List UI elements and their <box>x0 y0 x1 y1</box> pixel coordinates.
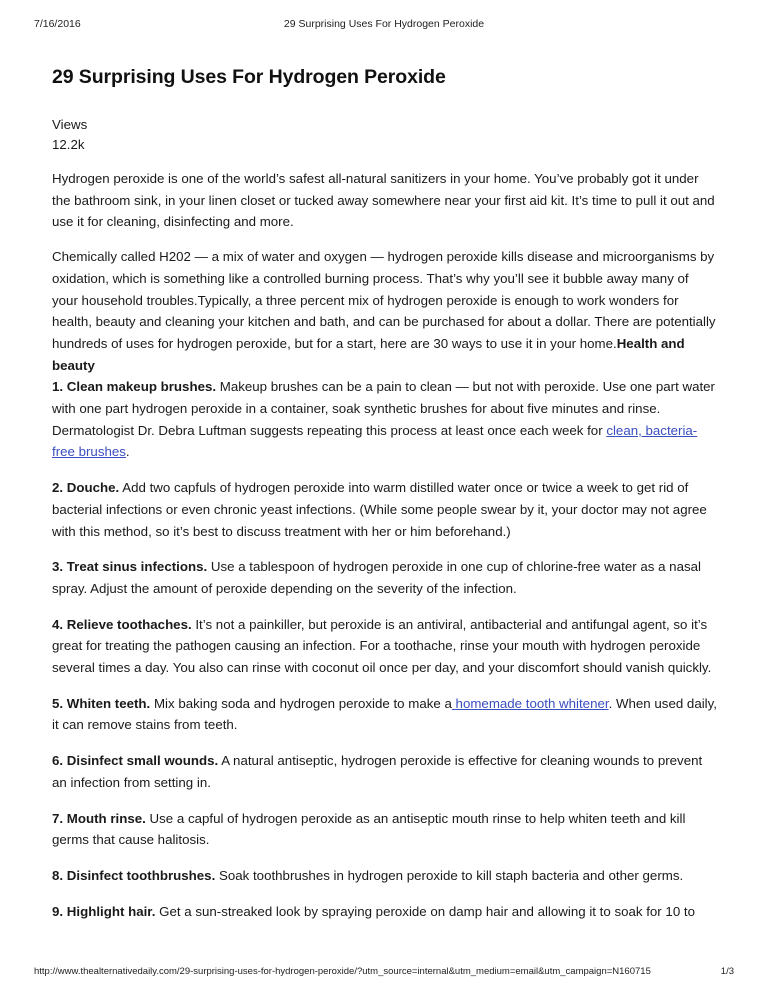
item-text: Get a sun-streaked look by spraying peroxide on damp hair and allowing it to soak for 10 to <box>155 903 696 919</box>
tooth-whitener-link[interactable]: homemade tooth whitener <box>451 695 609 711</box>
list-item <box>52 865 718 887</box>
print-title: 29 Surprising Uses For Hydrogen Peroxide <box>283 18 485 30</box>
second-paragraph-text: Chemically called H202 — a mix of water and oxygen — hydrogen peroxide kills disease and microorganisms by oxidation, which is something like a controlled burning process. That’s why you’ll see it bubble away many of your household troubles.Typically, a three percent mix of hydrogen peroxide is enough to work wonders for health, beauty and cleaning your kitchen and bath, and can be purchased for about a dollar. There are potentially hundreds of uses for hydrogen peroxide, but for a start, here are 30 ways to use it in your home. <box>52 249 716 351</box>
item-title: 4. Relieve toothaches. <box>52 616 192 632</box>
section-heading: Health and beauty <box>52 335 685 373</box>
list-item <box>52 901 718 923</box>
item-title: 8. Disinfect toothbrushes. <box>52 867 216 883</box>
item-text: A natural antiseptic, hydrogen peroxide is effective for cleaning wounds to prevent an infection from setting in. <box>52 753 703 790</box>
list-item <box>52 376 718 463</box>
views-label: Views <box>52 117 88 132</box>
intro-paragraph: Hydrogen peroxide is one of the world’s safest all-natural sanitizers in your home. You’ve probably got it under the bathroom sink, in your linen closet or tucked away somewhere near your first aid kit. It’s time to pull it out and use it for cleaning, disinfecting and more. <box>52 171 715 230</box>
views-counter <box>52 115 718 155</box>
second-paragraph <box>52 246 718 376</box>
list-item <box>52 693 718 736</box>
item-title: 3. Treat sinus infections. <box>52 559 208 575</box>
item-title: 6. Disinfect small wounds. <box>52 753 219 769</box>
item-text: Use a capful of hydrogen peroxide as an antiseptic mouth rinse to help whiten teeth and kill germs that cause halitosis. <box>52 810 686 848</box>
print-footer <box>34 966 734 977</box>
item-text-end: . <box>125 444 130 460</box>
item-text-end: . When used daily, it can remove stains from teeth. <box>52 695 717 733</box>
list-item <box>52 477 718 542</box>
list-item <box>52 614 718 679</box>
views-count: 12.2k <box>52 137 85 152</box>
list-item <box>52 808 718 851</box>
page-number: 1/3 <box>720 966 734 977</box>
page-title: 29 Surprising Uses For Hydrogen Peroxide <box>52 66 446 88</box>
list-item <box>52 750 718 793</box>
item-text: Use a tablespoon of hydrogen peroxide in one cup of chlorine-free water as a nasal spray. Adjust the amount of peroxide depending on the severity of the infection. <box>52 559 701 596</box>
item-title: 7. Mouth rinse. <box>52 810 146 826</box>
clean-brushes-link[interactable]: clean, bacteria-free brushes <box>52 422 698 460</box>
print-header <box>0 14 768 30</box>
article <box>52 66 718 922</box>
print-url: http://www.thealternativedaily.com/29-surprising-uses-for-hydrogen-peroxide/?utm_source=internal&utm_medium=email&utm_campaign=N160715 <box>34 966 651 977</box>
item-text: Soak toothbrushes in hydrogen peroxide to kill staph bacteria and other germs. <box>215 867 684 883</box>
print-date: 7/16/2016 <box>34 18 81 30</box>
item-title: 1. Clean makeup brushes. <box>52 379 217 395</box>
item-text: Mix baking soda and hydrogen peroxide to make a <box>150 695 452 711</box>
item-title: 5. Whiten teeth. <box>52 695 151 711</box>
item-text: Add two capfuls of hydrogen peroxide into warm distilled water once or twice a week to get rid of bacterial infections or even chronic yeast infections. (While some people swear by it, your doctor may not agree with this method, so it’s best to discuss treatment with her or him beforehand.) <box>52 480 707 539</box>
item-text: It’s not a painkiller, but peroxide is an antiviral, antibacterial and antifungal agent, so it’s great for treating the pathogen causing an infection. For a toothache, rinse your mouth with hydrogen peroxide several times a day. You also can rinse with coconut oil once per day, and your discomfort should vanish quickly. <box>52 616 712 676</box>
item-text: Makeup brushes can be a pain to clean — but not with peroxide. Use one part water with one part hydrogen peroxide in a container, soak synthetic brushes for about five minutes and rinse. Dermatologist Dr. Debra Luftman suggests repeating this process at least once each week for <box>52 379 715 438</box>
item-title: 9. Highlight hair. <box>52 903 156 919</box>
item-title: 2. Douche. <box>52 480 120 496</box>
list-item <box>52 556 718 599</box>
